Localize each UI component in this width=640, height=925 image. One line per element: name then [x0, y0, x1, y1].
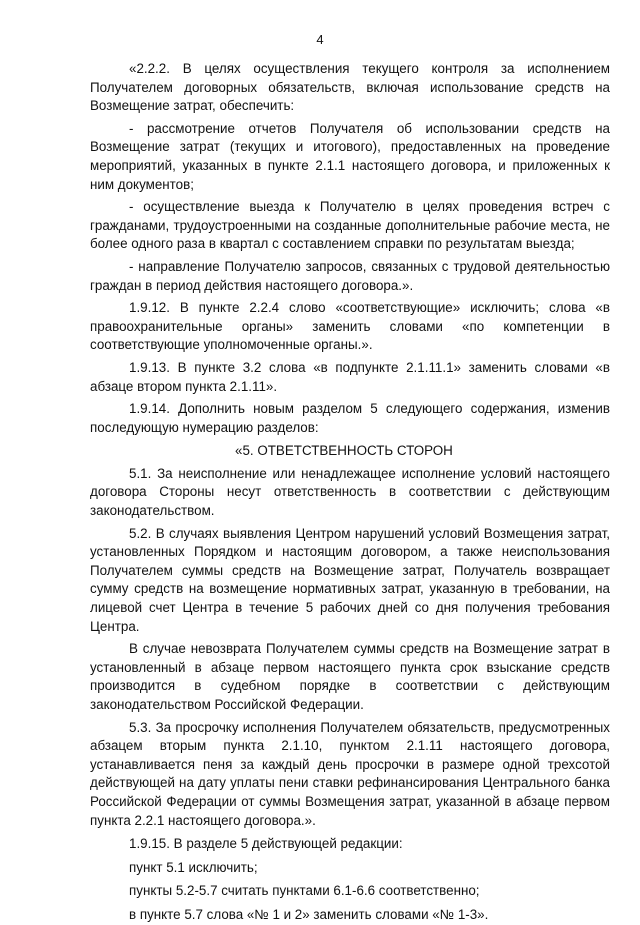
paragraph-2-2-2: «2.2.2. В целях осуществления текущего контроля за исполнением Получателем договорных обязательств, включая использование средств на Возмещение затрат, обеспечить: — [90, 61, 610, 114]
list-item-5-1-remove: пункт 5.1 исключить; — [129, 859, 258, 875]
list-item-5-7-replace: в пункте 5.7 слова «№ 1 и 2» заменить словами «№ 1-3». — [129, 906, 489, 922]
list-item-renumber: пункты 5.2-5.7 считать пунктами 6.1-6.6 соответственно; — [129, 883, 480, 899]
list-item-reports: - рассмотрение отчетов Получателя об использовании средств на Возмещение затрат (текущих и итогового), предоставленных на проведение мероприятий, указанных в пункте 2.1.1 настоящего договора, и приложенных к ним документов; — [90, 120, 610, 192]
paragraph-1-9-12: 1.9.12. В пункте 2.2.4 слово «соответствующие» исключить; слова «в правоохранительные органы» заменить словами «по компетенции в соответствующие уполномоченные органы.». — [90, 300, 610, 353]
list-item-requests: - направление Получателю запросов, связанных с трудовой деятельностью граждан в период действия настоящего договора.». — [90, 258, 610, 293]
list-item-visits: - осуществление выезда к Получателю в целях проведения встреч с гражданами, трудоустроенными на созданные дополнительные рабочие места, не более одного раза в квартал с составлением справки по результатам выезда; — [90, 199, 610, 252]
paragraph-1-9-13: 1.9.13. В пункте 3.2 слова «в подпункте 2.1.11.1» заменить словами «в абзаце втором пункта 2.1.11». — [90, 359, 610, 394]
paragraph-1-9-15: 1.9.15. В разделе 5 действующей редакции: — [129, 836, 403, 852]
paragraph-1-9-14: 1.9.14. Дополнить новым разделом 5 следующего содержания, изменив последующую нумерацию разделов: — [90, 401, 610, 435]
paragraph-5-3: 5.3. За просрочку исполнения Получателем обязательств, предусмотренных абзацем вторым пункта 2.1.10, пунктом 2.1.11 настоящего договора, устанавливается пеня за каждый день просрочки в размере одной трехсотой действующей на дату уплаты пени ставки рефинансирования Центрального банка Российской Федерации от суммы Возмещения затрат, указанной в абзаце первом пункта 2.2.1 настоящего договора.». — [90, 719, 610, 828]
paragraph-5-2: 5.2. В случаях выявления Центром нарушений условий Возмещения затрат, установленных Порядком и настоящим договором, а также неиспользования Получателем суммы средств на Возмещение затрат, Получатель возвращает сумму средств на возмещение нормативных затрат, указанную в требовании, на лицевой счет Центра в течение 5 рабочих дней со дня получения требования Центра. — [90, 525, 610, 634]
page-number: 4 — [316, 32, 324, 47]
paragraph-5-2-non-return: В случае невозврата Получателем суммы средств на Возмещение затрат в установленный в абзаце первом настоящего пункта срок взыскание средств производится в судебном порядке в соответствии с действующим законодательством Российской Федерации. — [90, 641, 610, 712]
paragraph-5-1: 5.1. За неисполнение или ненадлежащее исполнение условий настоящего договора Стороны несут ответственность в соответствии с действующим законодательством. — [90, 465, 610, 519]
section-5-heading: «5. ОТВЕТСТВЕННОСТЬ СТОРОН — [235, 443, 453, 459]
document-body — [90, 60, 610, 925]
